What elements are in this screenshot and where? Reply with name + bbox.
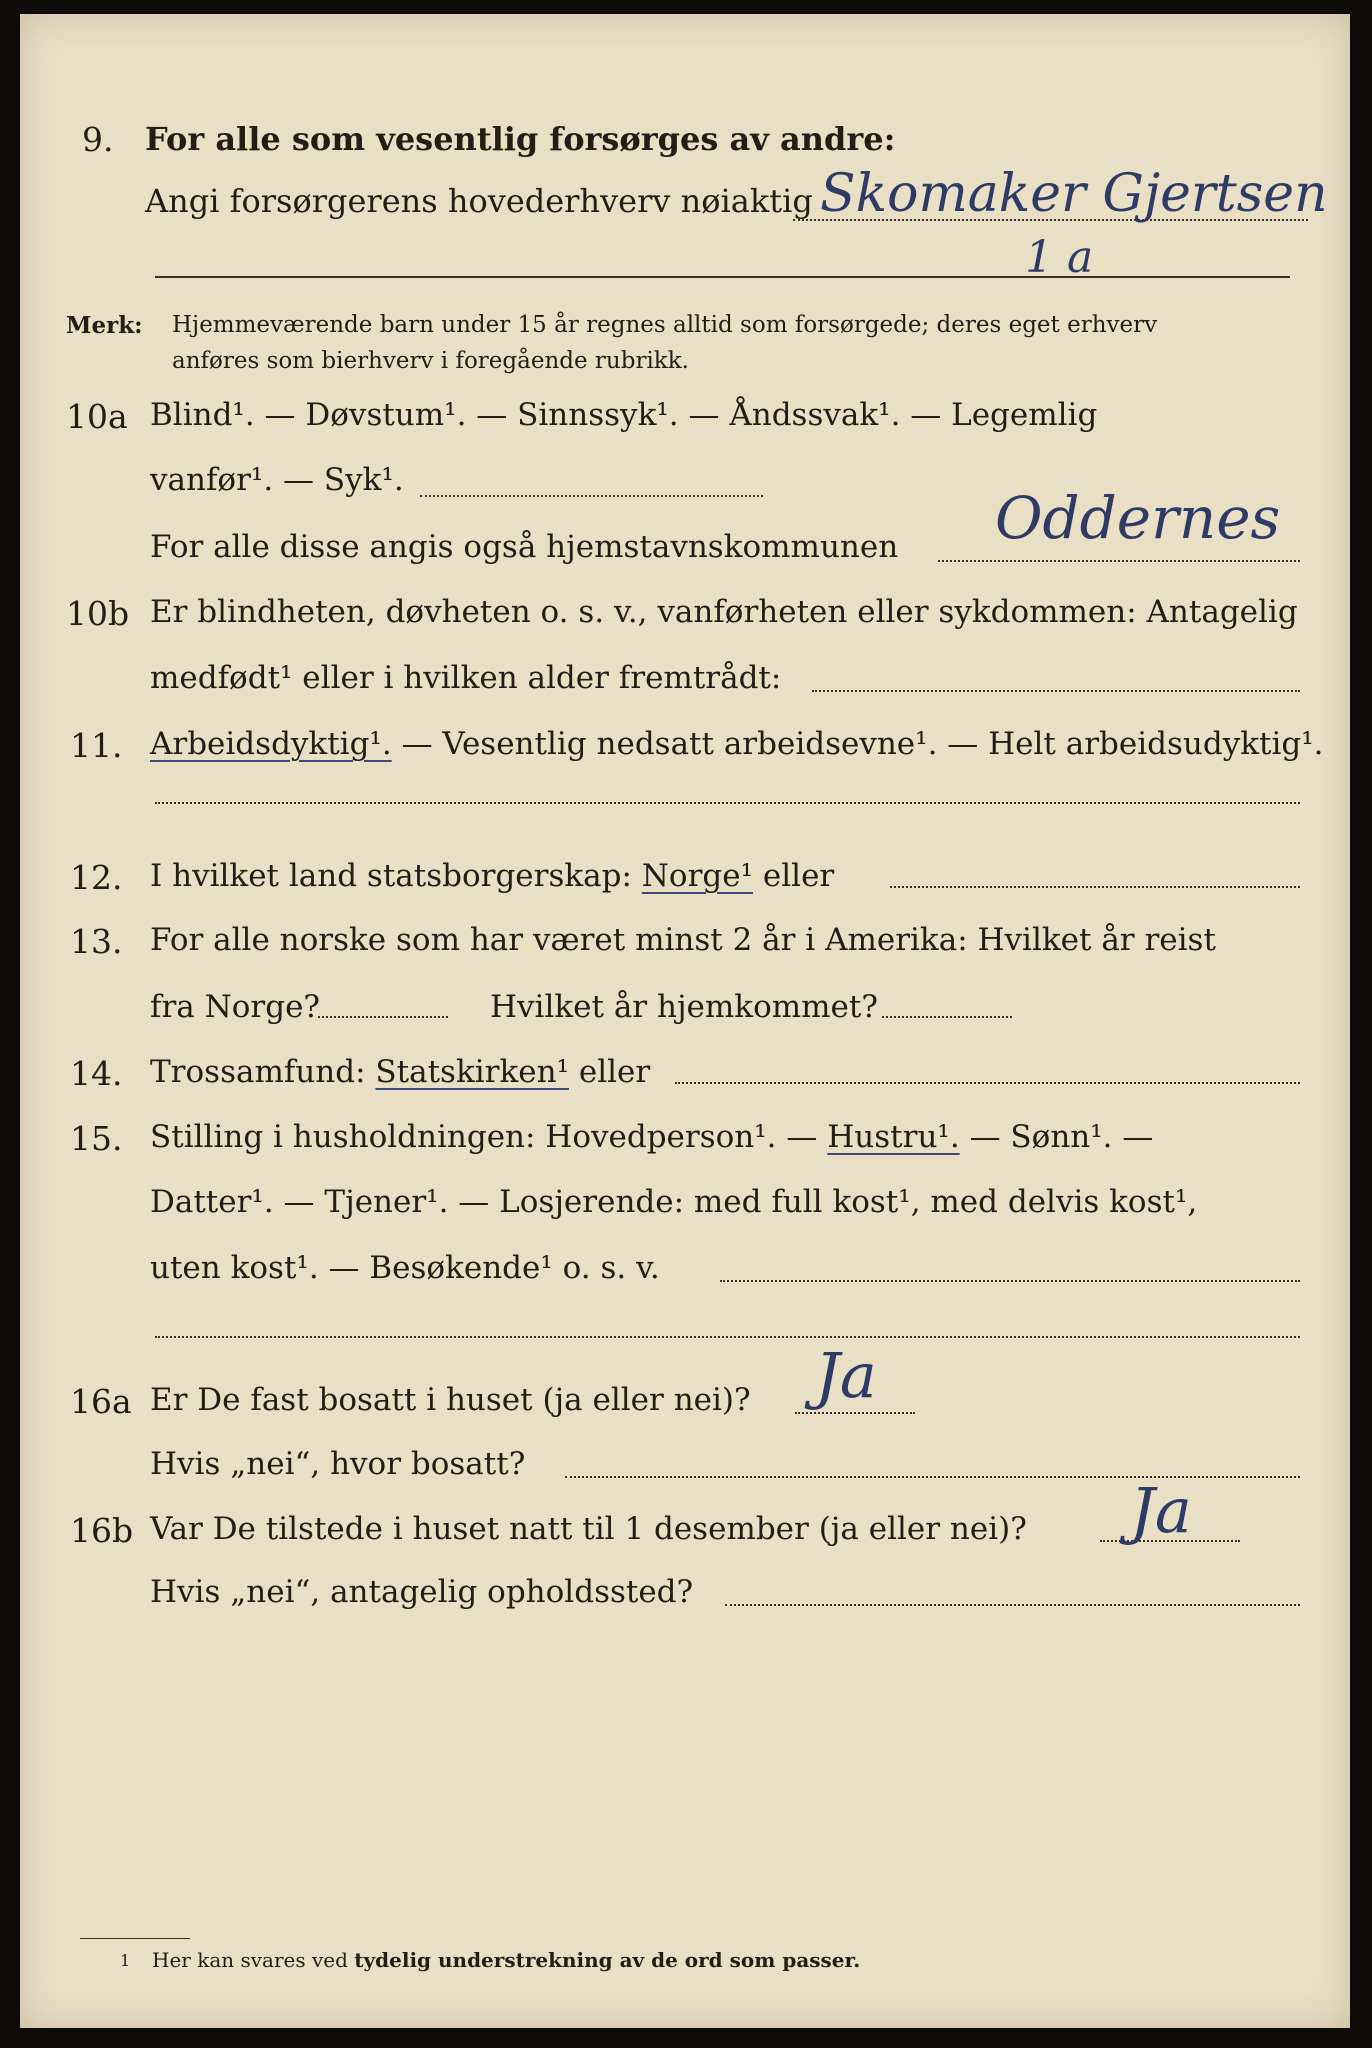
q15-second-line bbox=[155, 1336, 1300, 1338]
merk-line1: Hjemmeværende barn under 15 år regnes alltid som forsørgede; deres eget erhverv bbox=[172, 312, 1158, 338]
q9-handwritten-answer-2: 1 a bbox=[1025, 232, 1094, 283]
q14-line: Trossamfund: Statskirken¹ eller bbox=[150, 1054, 651, 1090]
q12-underlined-option: Norge¹ bbox=[641, 858, 754, 894]
q10a-number: 10a bbox=[66, 397, 128, 436]
q9-line1: For alle som vesentlig forsørges av andre: bbox=[145, 120, 896, 158]
q10a-line3: For alle disse angis også hjemstavnskommunen bbox=[150, 529, 899, 565]
q12-number: 12. bbox=[70, 858, 123, 897]
q16b-line1: Var De tilstede i huset natt til 1 desember (ja eller nei)? bbox=[150, 1511, 1027, 1547]
q11-underlined-option: Arbeidsdyktig¹. bbox=[150, 726, 392, 762]
q16b-handwritten-answer: Ja bbox=[1130, 1474, 1192, 1547]
q15-line1: Stilling i husholdningen: Hovedperson¹. — Hustru¹. — Sønn¹. — bbox=[150, 1119, 1154, 1155]
q11-second-line bbox=[155, 802, 1300, 804]
q16a-handwritten-answer: Ja bbox=[815, 1339, 877, 1412]
footnote-mark: 1 bbox=[120, 1951, 131, 1970]
q9-second-line bbox=[155, 276, 1290, 278]
q10b-number: 10b bbox=[66, 594, 130, 633]
q10b-line2: medfødt¹ eller i hvilken alder fremtrådt: bbox=[150, 660, 782, 696]
q13-line1: For alle norske som har været minst 2 år i Amerika: Hvilket år reist bbox=[150, 922, 1216, 958]
q10a-handwritten-answer: Oddernes bbox=[995, 484, 1281, 552]
q15-line3: uten kost¹. — Besøkende¹ o. s. v. bbox=[150, 1250, 660, 1286]
q16b-number: 16b bbox=[70, 1511, 134, 1550]
q10a-line1: Blind¹. — Døvstum¹. — Sinnssyk¹. — Åndssvak¹. — Legemlig bbox=[150, 397, 1098, 433]
q16a-line2: Hvis „nei“, hvor bosatt? bbox=[150, 1446, 526, 1482]
q15-number: 15. bbox=[70, 1119, 123, 1158]
q12-line: I hvilket land statsborgerskap: Norge¹ eller bbox=[150, 858, 835, 894]
merk-line2: anføres som bierhverv i foregående rubrikk. bbox=[172, 348, 689, 374]
q11-number: 11. bbox=[70, 726, 123, 765]
q16a-answer-line bbox=[795, 1412, 915, 1414]
q13-reist-line bbox=[318, 1016, 448, 1018]
q10a-line2: vanfør¹. — Syk¹. bbox=[150, 462, 404, 498]
q16b-opholdssted-line bbox=[725, 1604, 1300, 1606]
q15-answer-line bbox=[720, 1280, 1300, 1282]
q9-line2: Angi forsørgerens hovederhverv nøiaktig bbox=[145, 182, 813, 220]
census-form-page bbox=[20, 14, 1350, 2028]
q9-handwritten-answer: Skomaker Gjertsen bbox=[820, 164, 1328, 224]
q10b-answer-line bbox=[812, 690, 1300, 692]
q15-line2: Datter¹. — Tjener¹. — Losjerende: med full kost¹, med delvis kost¹, bbox=[150, 1184, 1198, 1220]
q14-underlined-option: Statskirken¹ bbox=[375, 1054, 569, 1090]
q10b-line1: Er blindheten, døvheten o. s. v., vanførheten eller sykdommen: Antagelig bbox=[150, 594, 1298, 630]
q14-answer-line bbox=[675, 1082, 1300, 1084]
footnote-rule bbox=[80, 1938, 190, 1939]
q10a-syk-line bbox=[420, 495, 763, 497]
q16b-line2: Hvis „nei“, antagelig opholdssted? bbox=[150, 1574, 694, 1610]
q14-number: 14. bbox=[70, 1054, 123, 1093]
q10a-answer-line bbox=[938, 560, 1300, 562]
q9-number: 9. bbox=[82, 120, 114, 159]
q15-underlined-option: Hustru¹. bbox=[827, 1119, 960, 1155]
q16a-number: 16a bbox=[70, 1382, 132, 1421]
footnote-text: Her kan svares ved tydelig understrekning av de ord som passer. bbox=[152, 1948, 861, 1972]
merk-label: Merk: bbox=[66, 312, 143, 339]
q13-number: 13. bbox=[70, 922, 123, 961]
q13-line2b: Hvilket år hjemkommet? bbox=[490, 989, 878, 1025]
q13-hjemkommet-line bbox=[882, 1016, 1012, 1018]
q16a-line1: Er De fast bosatt i huset (ja eller nei)? bbox=[150, 1382, 751, 1418]
q13-line2a: fra Norge? bbox=[150, 989, 321, 1025]
q11-line: Arbeidsdyktig¹. — Vesentlig nedsatt arbeidsevne¹. — Helt arbeidsudyktig¹. bbox=[150, 726, 1324, 762]
q12-answer-line bbox=[890, 886, 1300, 888]
